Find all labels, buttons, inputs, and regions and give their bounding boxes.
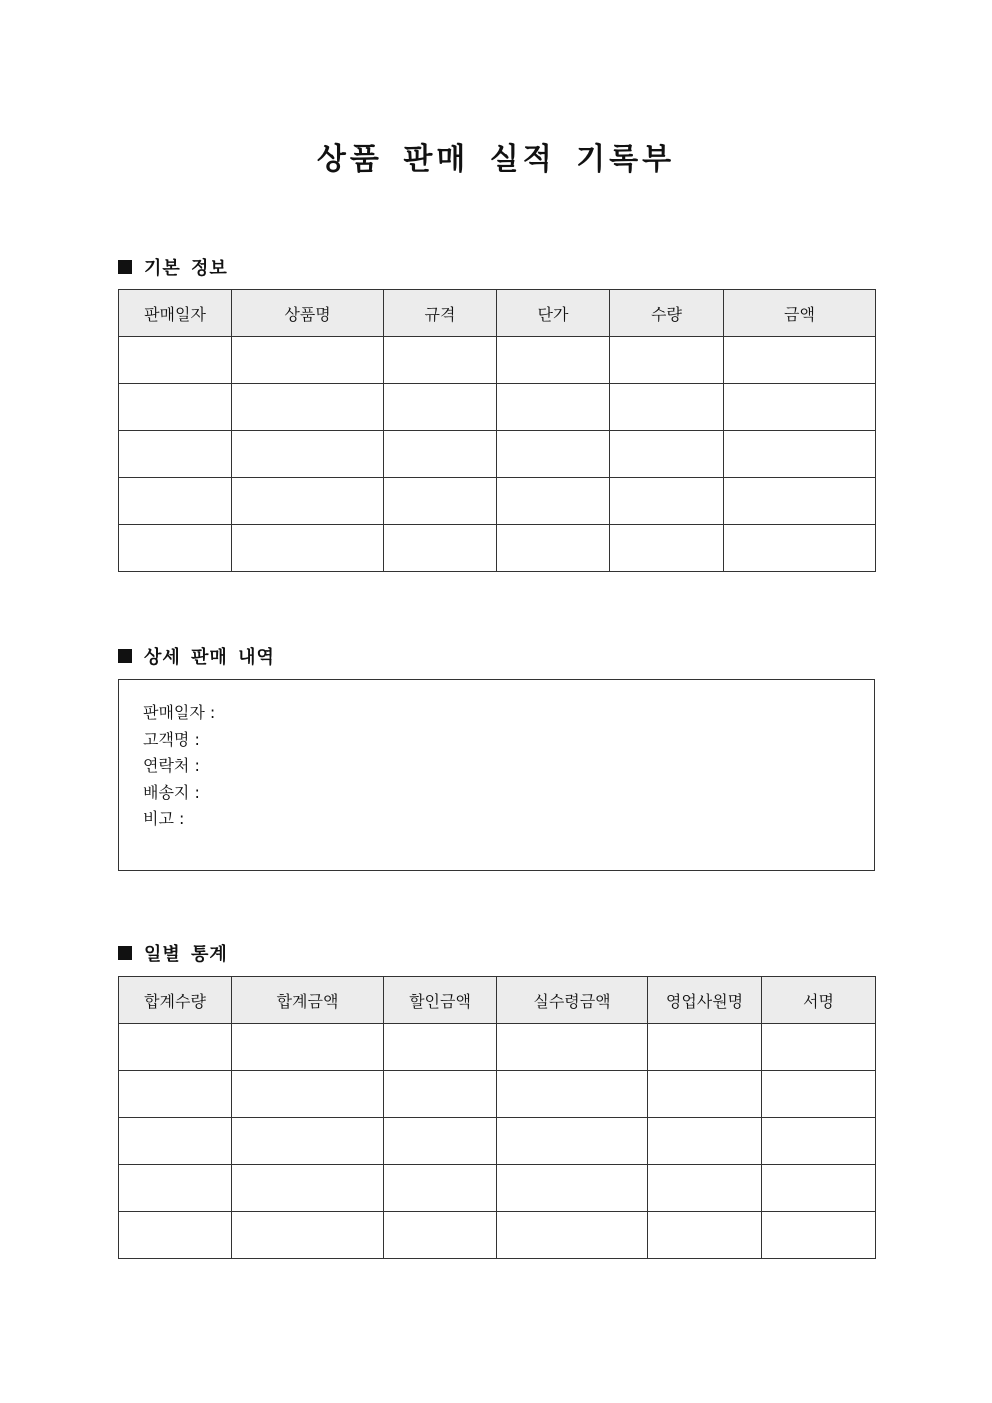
table-row [119, 1071, 876, 1118]
section-heading-detail [118, 643, 275, 669]
table-cell[interactable] [762, 1071, 876, 1118]
table-cell[interactable] [610, 384, 724, 431]
table-cell[interactable] [232, 1024, 384, 1071]
table-cell[interactable] [384, 1024, 497, 1071]
table-cell[interactable] [497, 1165, 648, 1212]
table-cell[interactable] [648, 1071, 762, 1118]
column-header: 합계금액 [232, 977, 384, 1024]
detail-field-note: 비고 : [143, 809, 185, 828]
table-cell[interactable] [232, 525, 384, 572]
column-header: 규격 [384, 290, 497, 337]
table-cell[interactable] [232, 1071, 384, 1118]
table-cell[interactable] [724, 337, 876, 384]
table-row [119, 478, 876, 525]
section-heading-daily-stats [118, 940, 228, 966]
table-cell[interactable] [232, 1212, 384, 1259]
table-cell[interactable] [497, 431, 610, 478]
column-header: 판매일자 [119, 290, 232, 337]
table-cell[interactable] [497, 525, 610, 572]
column-header: 서명 [762, 977, 876, 1024]
table-cell[interactable] [384, 1118, 497, 1165]
table-row [119, 337, 876, 384]
column-header: 금액 [724, 290, 876, 337]
table-cell[interactable] [384, 337, 497, 384]
basic-info-table [118, 289, 876, 572]
table-cell[interactable] [497, 1212, 648, 1259]
table-cell[interactable] [497, 1071, 648, 1118]
table-cell[interactable] [384, 1212, 497, 1259]
table-cell[interactable] [762, 1212, 876, 1259]
table-cell[interactable] [384, 525, 497, 572]
document-title: 상품 판매 실적 기록부 [316, 142, 676, 177]
detail-lines [143, 700, 215, 833]
table-cell[interactable] [119, 1118, 232, 1165]
table-cell[interactable] [384, 431, 497, 478]
column-header: 실수령금액 [497, 977, 648, 1024]
table-row [119, 1118, 876, 1165]
table-row [119, 431, 876, 478]
table-cell[interactable] [119, 525, 232, 572]
detail-field-contact: 연락처 : [143, 756, 200, 775]
table-cell[interactable] [724, 431, 876, 478]
table-cell[interactable] [232, 337, 384, 384]
table-cell[interactable] [762, 1165, 876, 1212]
table-header-row [119, 977, 876, 1024]
column-header: 상품명 [232, 290, 384, 337]
table-header-row [119, 290, 876, 337]
table-cell[interactable] [724, 384, 876, 431]
table-row [119, 1212, 876, 1259]
column-header: 수량 [610, 290, 724, 337]
table-cell[interactable] [232, 431, 384, 478]
table-cell[interactable] [610, 431, 724, 478]
table-cell[interactable] [119, 478, 232, 525]
table-row [119, 1024, 876, 1071]
section-heading-label: 기본 정보 [144, 258, 228, 279]
table-row [119, 384, 876, 431]
table-cell[interactable] [648, 1024, 762, 1071]
table-cell[interactable] [119, 337, 232, 384]
table-cell[interactable] [497, 478, 610, 525]
table-cell[interactable] [648, 1212, 762, 1259]
section-heading-label: 일별 통계 [144, 944, 228, 965]
table-cell[interactable] [648, 1165, 762, 1212]
table-cell[interactable] [119, 384, 232, 431]
table-cell[interactable] [384, 478, 497, 525]
section-heading-label: 상세 판매 내역 [144, 647, 275, 668]
column-header: 할인금액 [384, 977, 497, 1024]
table-cell[interactable] [119, 1165, 232, 1212]
square-bullet-icon [118, 260, 132, 274]
table-cell[interactable] [497, 1118, 648, 1165]
daily-stats-table [118, 976, 876, 1259]
table-cell[interactable] [762, 1118, 876, 1165]
table-cell[interactable] [497, 384, 610, 431]
table-cell[interactable] [119, 1071, 232, 1118]
detail-field-sale-date: 판매일자 : [143, 703, 216, 722]
table-cell[interactable] [610, 337, 724, 384]
column-header: 합계수량 [119, 977, 232, 1024]
section-heading-basic-info [118, 254, 228, 280]
table-cell[interactable] [648, 1118, 762, 1165]
table-cell[interactable] [232, 1165, 384, 1212]
column-header: 영업사원명 [648, 977, 762, 1024]
square-bullet-icon [118, 649, 132, 663]
square-bullet-icon [118, 946, 132, 960]
table-cell[interactable] [610, 478, 724, 525]
table-cell[interactable] [119, 1212, 232, 1259]
table-cell[interactable] [724, 478, 876, 525]
table-cell[interactable] [119, 1024, 232, 1071]
table-cell[interactable] [119, 431, 232, 478]
column-header: 단가 [497, 290, 610, 337]
table-cell[interactable] [232, 384, 384, 431]
detail-field-customer: 고객명 : [143, 729, 200, 749]
table-cell[interactable] [384, 384, 497, 431]
table-cell[interactable] [497, 337, 610, 384]
detail-field-address: 배송지 : [143, 782, 200, 802]
table-cell[interactable] [724, 525, 876, 572]
table-cell[interactable] [384, 1071, 497, 1118]
table-row [119, 1165, 876, 1212]
table-cell[interactable] [610, 525, 724, 572]
table-cell[interactable] [762, 1024, 876, 1071]
table-cell[interactable] [232, 478, 384, 525]
table-row [119, 525, 876, 572]
detail-box [118, 679, 875, 871]
table-cell[interactable] [232, 1118, 384, 1165]
table-cell[interactable] [384, 1165, 497, 1212]
table-cell[interactable] [497, 1024, 648, 1071]
